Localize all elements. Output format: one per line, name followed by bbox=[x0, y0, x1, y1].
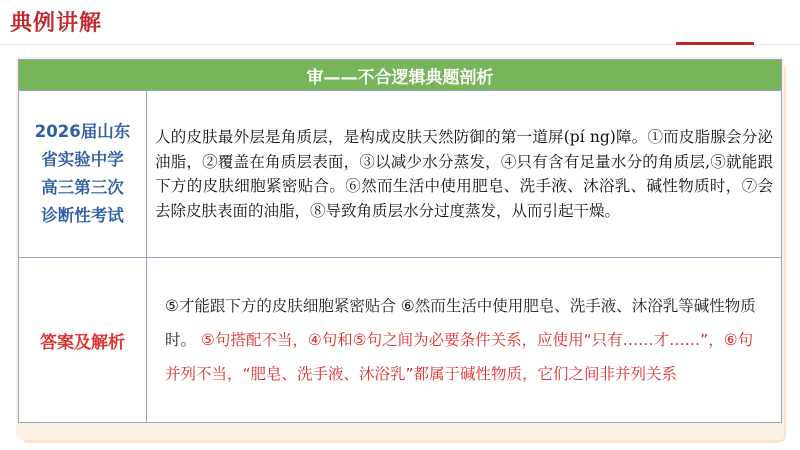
analysis-text: ⑤句搭配不当，④句和⑤句之间为必要条件关系，应使用“只有……才……”，⑥句并列不当，“肥皂、洗手液、沐浴乳”都属于碱性物质，它们之间非并列关系 bbox=[165, 331, 754, 383]
answer-label-cell bbox=[19, 258, 147, 423]
table-header: 审——不合逻辑典题剖析 bbox=[19, 60, 782, 91]
source-line-4: 诊断性考试 bbox=[41, 206, 124, 225]
source-line-2: 省实验中学 bbox=[41, 150, 124, 169]
page-title: 典例讲解 bbox=[10, 11, 103, 36]
answer-cell bbox=[147, 258, 782, 423]
source-line-3: 高三第三次 bbox=[41, 178, 124, 197]
answer-label: 答案及解析 bbox=[40, 332, 125, 353]
source-cell bbox=[19, 91, 147, 258]
passage-text: 人的皮肤最外层是角质层，是构成皮肤天然防御的第一道屏(pí ng)障。①而皮脂腺会分泌油脂，②覆盖在角质层表面，③以减少水分蒸发，④只有含有足量水分的角质层,⑤就能跟下方的皮肤细胞紧密贴合。⑥然而生活中使用肥皂、洗手液、沐浴乳、碱性物质时，⑦会去除皮肤表面的油脂，⑧导致角质层水分过度蒸发，从而引起干燥。 bbox=[147, 91, 782, 258]
answer-text: ⑤才能跟下方的皮肤细胞紧密贴合 ⑥然而生活中使用肥皂、洗手液、沐浴乳等碱性物质时。 bbox=[165, 297, 756, 349]
source-line-1: 2026届山东 bbox=[34, 122, 131, 141]
title-accent-bar bbox=[676, 42, 754, 45]
analysis-table bbox=[18, 59, 782, 423]
